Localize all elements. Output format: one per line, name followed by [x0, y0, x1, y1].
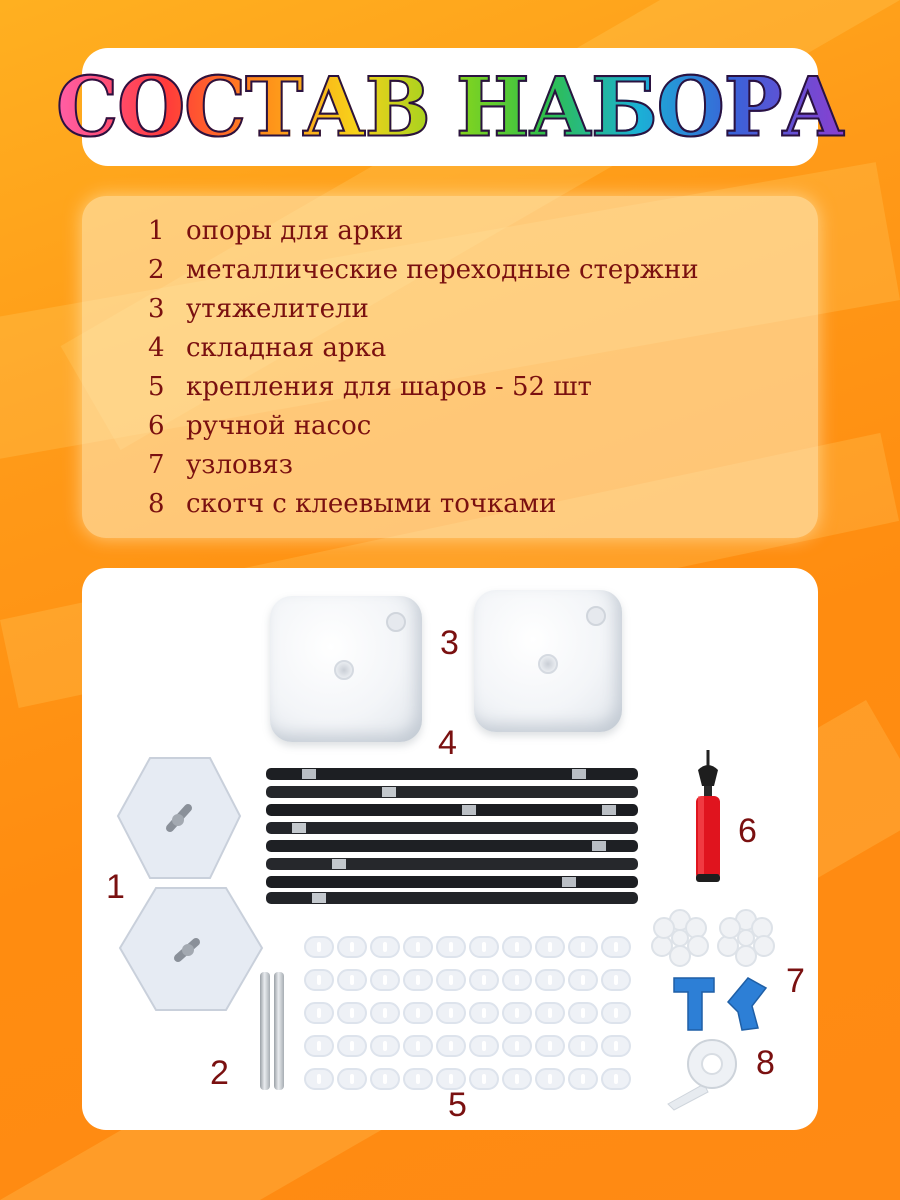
hexagon-base-icon [114, 754, 242, 884]
photo-label-1: 1 [106, 868, 125, 906]
item-number: 5 [148, 372, 165, 402]
list-item [148, 406, 699, 445]
title-card [56, 48, 844, 166]
glue-dot-tape-icon [664, 1034, 742, 1112]
item-number: 1 [148, 216, 165, 247]
folding-arch-icon [262, 762, 644, 910]
metal-rod-icon [274, 972, 284, 1090]
list-item [148, 212, 699, 251]
photo-label-7: 7 [786, 962, 805, 1000]
item-number: 4 [148, 333, 165, 364]
photo-label-8: 8 [756, 1044, 775, 1082]
balloon-tyer-icon [668, 972, 778, 1034]
hexagon-base-icon [116, 884, 266, 1014]
item-text: скотч с клеевыми точками [186, 488, 557, 519]
list-item [148, 329, 699, 368]
weight-bag-icon [270, 596, 422, 742]
photo-label-6: 6 [738, 812, 757, 850]
list-item [148, 484, 699, 523]
item-number: 7 [148, 449, 165, 480]
item-text: крепления для шаров - 52 шт [186, 372, 592, 402]
list-item [148, 251, 699, 290]
metal-rod-icon [260, 972, 270, 1090]
photo-label-2: 2 [210, 1054, 229, 1092]
balloon-flower-clip-icon [650, 908, 710, 968]
item-text: узловяз [186, 449, 293, 480]
item-number: 2 [148, 255, 165, 286]
item-text: утяжелители [186, 294, 369, 325]
list-item [148, 445, 699, 484]
bag-hole [538, 654, 558, 674]
hand-pump-icon [684, 748, 732, 884]
list-item [148, 290, 699, 329]
item-text: ручной насос [186, 410, 372, 441]
photo-label-3: 3 [440, 624, 459, 662]
photo-label-5: 5 [448, 1086, 467, 1124]
bag-valve [386, 612, 406, 632]
page-title: СОСТАВ НАБОРА [56, 59, 844, 155]
contents-list-card [82, 196, 818, 538]
photo-label-4: 4 [438, 724, 457, 762]
weight-bag-icon [474, 590, 622, 732]
item-text: опоры для арки [186, 216, 404, 247]
list-item [148, 368, 699, 407]
item-text: складная арка [186, 333, 387, 364]
item-number: 6 [148, 410, 165, 441]
balloon-flower-clip-icon [716, 908, 776, 968]
item-text: металлические переходные стержни [186, 255, 699, 286]
item-number: 8 [148, 488, 165, 519]
contents-list [148, 212, 699, 523]
item-number: 3 [148, 294, 165, 325]
product-photo-card [82, 568, 818, 1130]
bag-hole [334, 660, 354, 680]
bag-valve [586, 606, 606, 626]
